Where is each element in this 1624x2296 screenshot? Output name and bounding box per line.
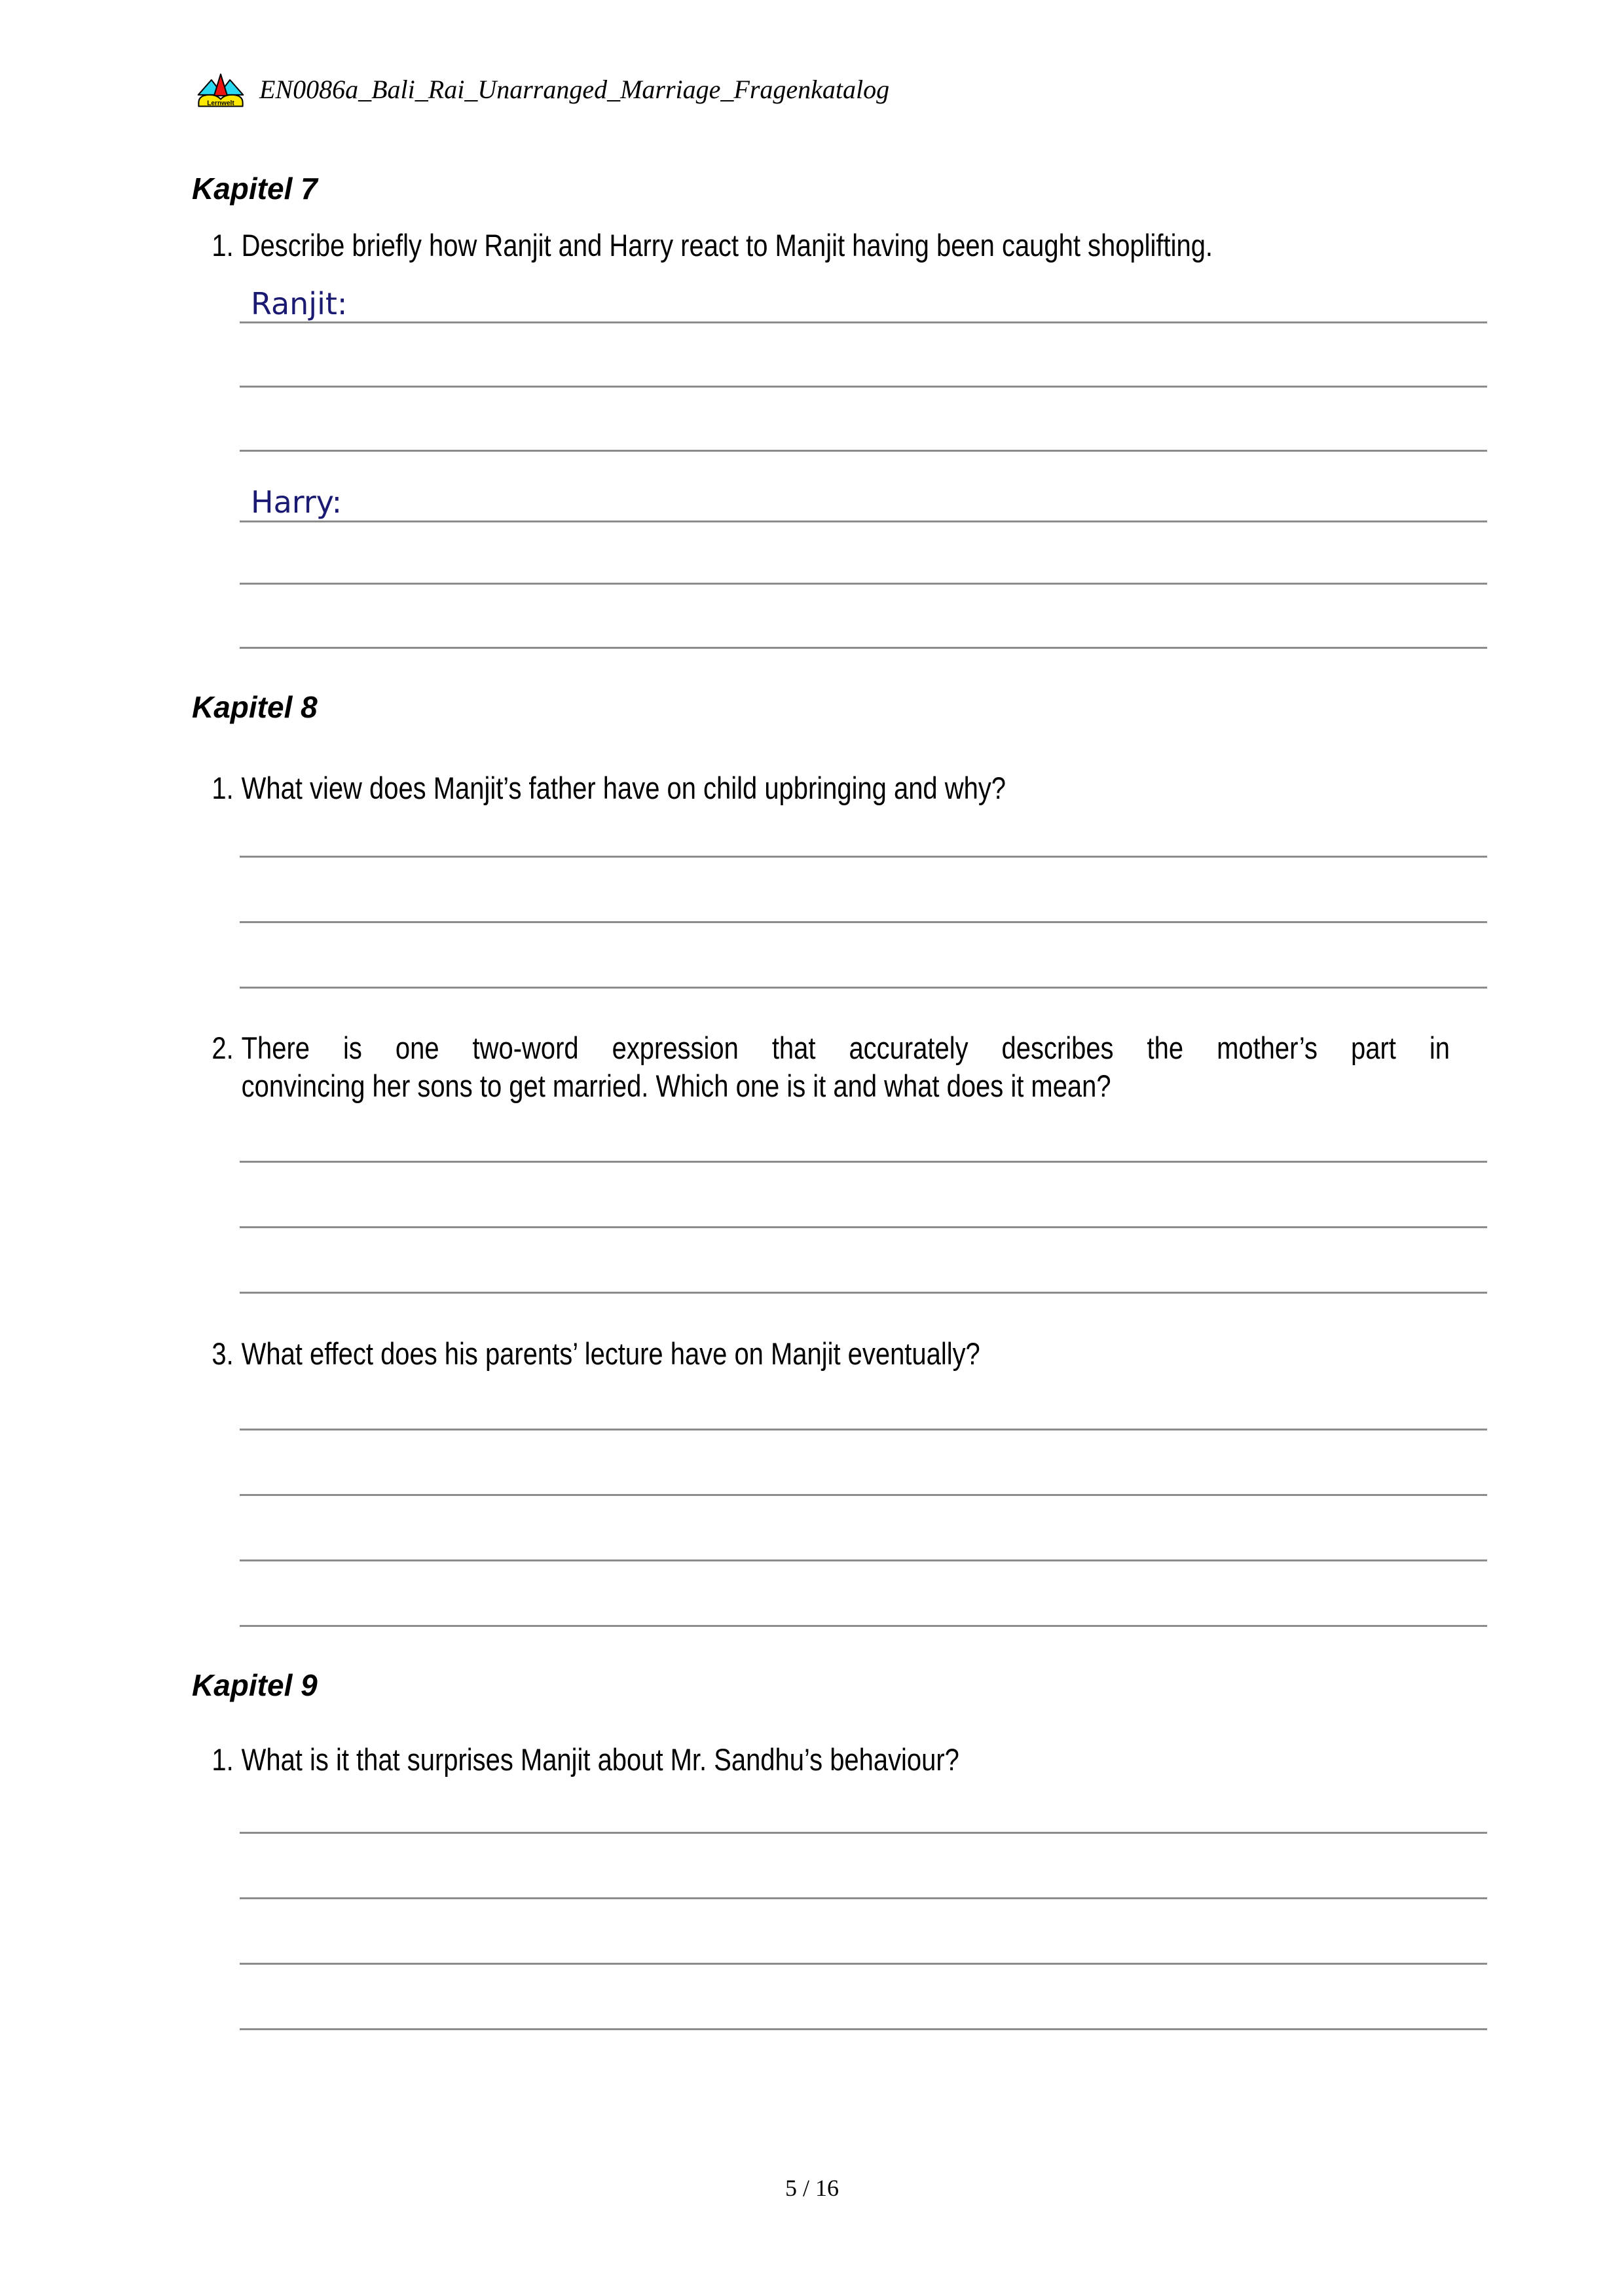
answer-line [240,450,1487,452]
question-8-2 [203,1029,1450,1105]
question-text-line: convincing her sons to get married. Which one is it and what does it mean? [241,1068,1111,1103]
question-text: Describe briefly how Ranjit and Harry react to Manjit having been caught shoplifting. [241,228,1213,263]
answer-line [240,856,1487,858]
answer-line [240,1897,1487,1899]
answer-line [240,520,1487,522]
answer-line [240,921,1487,923]
answer-line [240,1226,1487,1228]
question-text: What view does Manjit’s father have on child upbringing and why? [241,771,1006,805]
question-9-1 [203,1741,1450,1779]
page-header [196,72,889,107]
answer-line [240,1559,1487,1561]
answer-line [240,2028,1487,2030]
question-text-line: There is one two-word expression that accurately describes the mother’s part in [241,1030,1450,1065]
question-number: 2. [212,1030,234,1065]
question-number: 1. [212,771,234,805]
question-7-1 [203,227,1450,264]
chapter-heading-8: Kapitel 8 [192,690,318,724]
answer-label-ranjit: Ranjit: [251,286,348,321]
answer-line [240,1963,1487,1965]
answer-line [240,321,1487,323]
chapter-heading-9: Kapitel 9 [192,1668,318,1702]
logo-text: Lernwelt [207,99,234,107]
page-number: 5 / 16 [784,2175,839,2201]
question-text: What is it that surprises Manjit about Mr. Sandhu’s behaviour? [241,1742,959,1777]
answer-line [240,1429,1487,1430]
document-title: EN0086a_Bali_Rai_Unarranged_Marriage_Fragenkatalog [259,75,890,104]
answer-line [240,1832,1487,1834]
question-text [242,1029,1450,1105]
question-number: 1. [212,228,234,263]
answer-line [240,386,1487,388]
question-text: What effect does his parents’ lecture have on Manjit eventually? [241,1336,980,1371]
question-8-1 [203,769,1450,807]
answer-line [240,583,1487,585]
answer-line [240,1161,1487,1163]
question-number: 3. [212,1336,234,1371]
answer-line [240,647,1487,649]
answer-line [240,987,1487,989]
answer-line [240,1494,1487,1496]
answer-line [240,1292,1487,1294]
question-number: 1. [212,1742,234,1777]
chapter-heading-7: Kapitel 7 [192,172,318,206]
answer-label-harry: Harry: [251,484,342,520]
lernwelt-logo-icon [196,73,245,107]
question-8-3 [203,1335,1450,1373]
answer-line [240,1625,1487,1627]
